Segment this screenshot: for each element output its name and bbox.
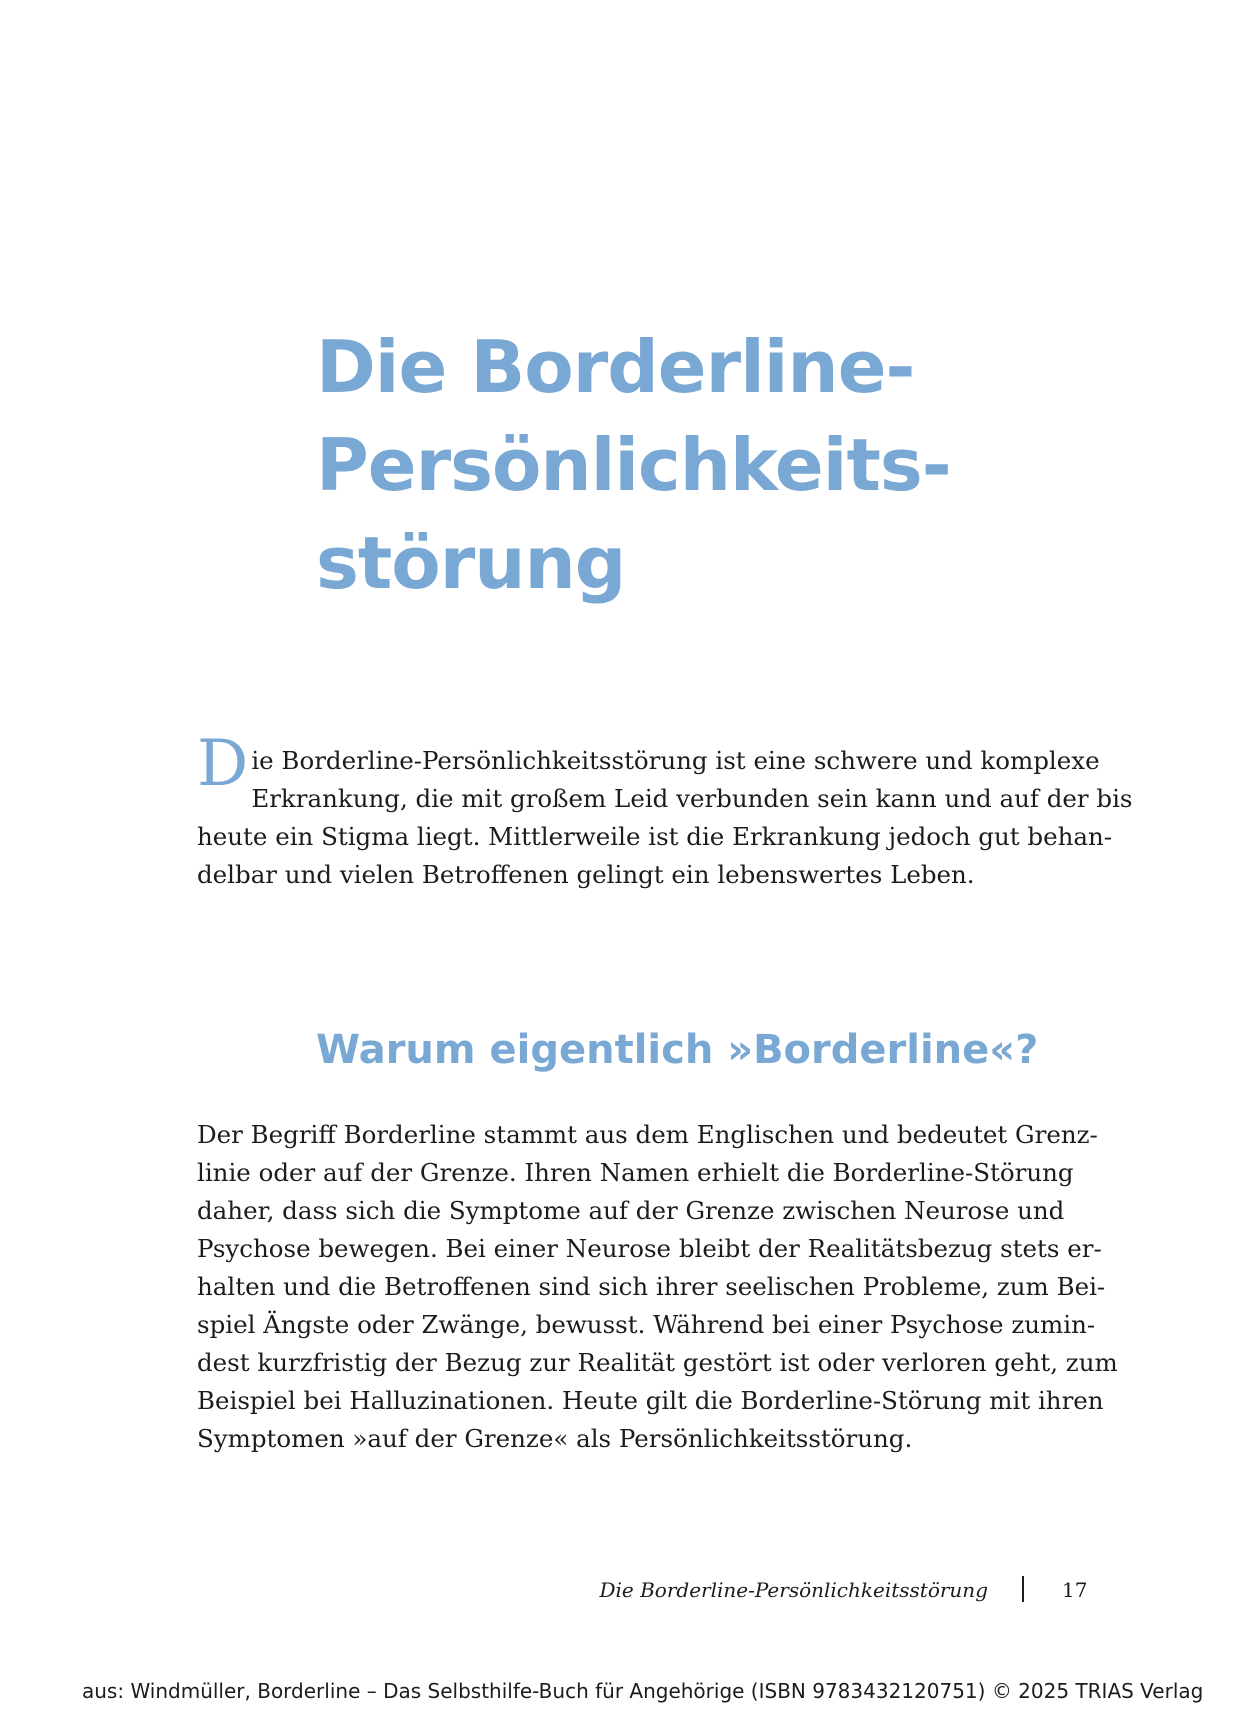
body-line: dest kurzfristig der Bezug zur Realität gestört ist oder verloren geht, zum bbox=[197, 1348, 1118, 1377]
body-line: Beispiel bei Halluzinationen. Heute gilt die Borderline-Störung mit ihren bbox=[197, 1386, 1104, 1415]
intro-line: delbar und vielen Betroffenen gelingt ein lebenswertes Leben. bbox=[197, 860, 975, 889]
intro-line: ie Borderline-Persönlichkeitsstörung ist eine schwere und komplexe bbox=[251, 746, 1100, 775]
body-line: halten und die Betroffenen sind sich ihrer seelischen Probleme, zum Bei- bbox=[197, 1272, 1106, 1301]
body-line: Der Begriff Borderline stammt aus dem Englischen und bedeutet Grenz- bbox=[197, 1120, 1098, 1149]
footer-chapter-title: Die Borderline-Persönlichkeitsstörung bbox=[599, 1578, 988, 1602]
section-heading: Warum eigentlich »Borderline«? bbox=[316, 1027, 1039, 1073]
intro-line: heute ein Stigma liegt. Mittlerweile ist die Erkrankung jedoch gut behan- bbox=[197, 822, 1113, 851]
chapter-title-line: störung bbox=[316, 521, 626, 605]
intro-paragraph bbox=[197, 727, 1133, 894]
page-number: 17 bbox=[1062, 1578, 1088, 1602]
intro-line: Erkrankung, die mit großem Leid verbunden sein kann und auf der bis bbox=[251, 784, 1133, 813]
chapter-title-line: Persönlichkeits- bbox=[316, 423, 951, 507]
body-line: daher, dass sich die Symptome auf der Grenze zwischen Neurose und bbox=[197, 1196, 1065, 1225]
body-line: linie oder auf der Grenze. Ihren Namen erhielt die Borderline-Störung bbox=[197, 1158, 1074, 1187]
running-footer bbox=[560, 1574, 1100, 1608]
body-line: spiel Ängste oder Zwänge, bewusst. Während bei einer Psychose zumin- bbox=[197, 1310, 1096, 1339]
chapter-title-line: Die Borderline- bbox=[316, 325, 915, 409]
chapter-title bbox=[316, 318, 1136, 612]
source-citation: aus: Windmüller, Borderline – Das Selbsthilfe-Buch für Angehörige (ISBN 9783432120751) © 2025 TRIAS Verlag bbox=[82, 1679, 1204, 1703]
dropcap: D bbox=[197, 727, 249, 801]
body-line: Psychose bewegen. Bei einer Neurose bleibt der Realitätsbezug stets er- bbox=[197, 1234, 1102, 1263]
footer-separator bbox=[1022, 1576, 1024, 1602]
body-paragraph bbox=[197, 1116, 1118, 1458]
body-line: Symptomen »auf der Grenze« als Persönlichkeitsstörung. bbox=[197, 1424, 913, 1453]
